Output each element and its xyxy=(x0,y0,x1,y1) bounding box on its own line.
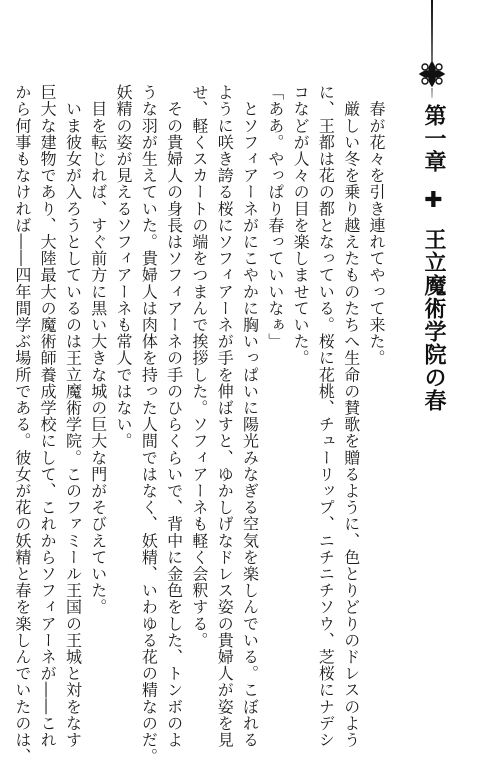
text-line: 春が花々を引き連れてやって来た。 xyxy=(367,84,386,367)
text-line: コなどが人々の目を楽しませていた。 xyxy=(291,84,311,367)
text-line: うな羽が生えていた。貴婦人は肉体を持った人間ではなく、妖精、いわゆる花の精なのだ。 xyxy=(139,84,159,765)
chapter-number: 第一章 xyxy=(421,104,446,173)
text-line: 妖精の姿が見えるソフィアーネも常人ではない。 xyxy=(114,84,134,450)
text-line: せ、軽くスカートの端をつまんで挨拶した。ソフィアーネも軽く会釈する。 xyxy=(189,84,209,649)
chapter-separator-icon: ✚ xyxy=(421,187,446,214)
text-line: いま彼女が入ろうとしているのは王立魔術学院。このファミール王国の王城と対をなす xyxy=(63,84,83,748)
text-line: から何事もなければ――四年間学ぶ場所である。彼女が花の妖精と春を楽しんでいたのは、 xyxy=(12,84,32,765)
chapter-heading xyxy=(419,104,447,412)
text-line: 目を転じれば、すぐ前方に黒い大きな城の巨大な門がそびえていた。 xyxy=(88,84,108,616)
ornament-icon xyxy=(419,0,445,100)
text-line: その貴婦人の身長はソフィアーネの手のひらくらいで、背中に金色をした、トンボのよ xyxy=(164,84,184,748)
text-line: ように咲き誇る桜にソフィアーネが手を伸ばすと、ゆかしげなドレス姿の貴婦人が姿を見 xyxy=(215,84,235,748)
text-line: 「ああ。やっぱり春っていいなぁ」 xyxy=(265,84,285,350)
chapter-title-text: 王立魔術学院の春 xyxy=(421,228,446,413)
text-line: に、王都は花の都となっている。桜に花桃、チューリップ、ニチニチソウ、芝桜にナデシ xyxy=(316,84,336,748)
text-line: とソフィアーネがにこやかに胸いっぱいに陽光みなぎる空気を楽しんでいる。こぼれる xyxy=(240,84,260,748)
text-line: 巨大な建物であり、大陸最大の魔術師養成学校にして、これからソフィアーネが――これ xyxy=(38,84,58,748)
text-line: 厳しい冬を乗り越えたものたちへ生命の賛歌を贈るように、色とりどりのドレスのよう xyxy=(341,84,361,748)
body-text xyxy=(10,84,389,765)
